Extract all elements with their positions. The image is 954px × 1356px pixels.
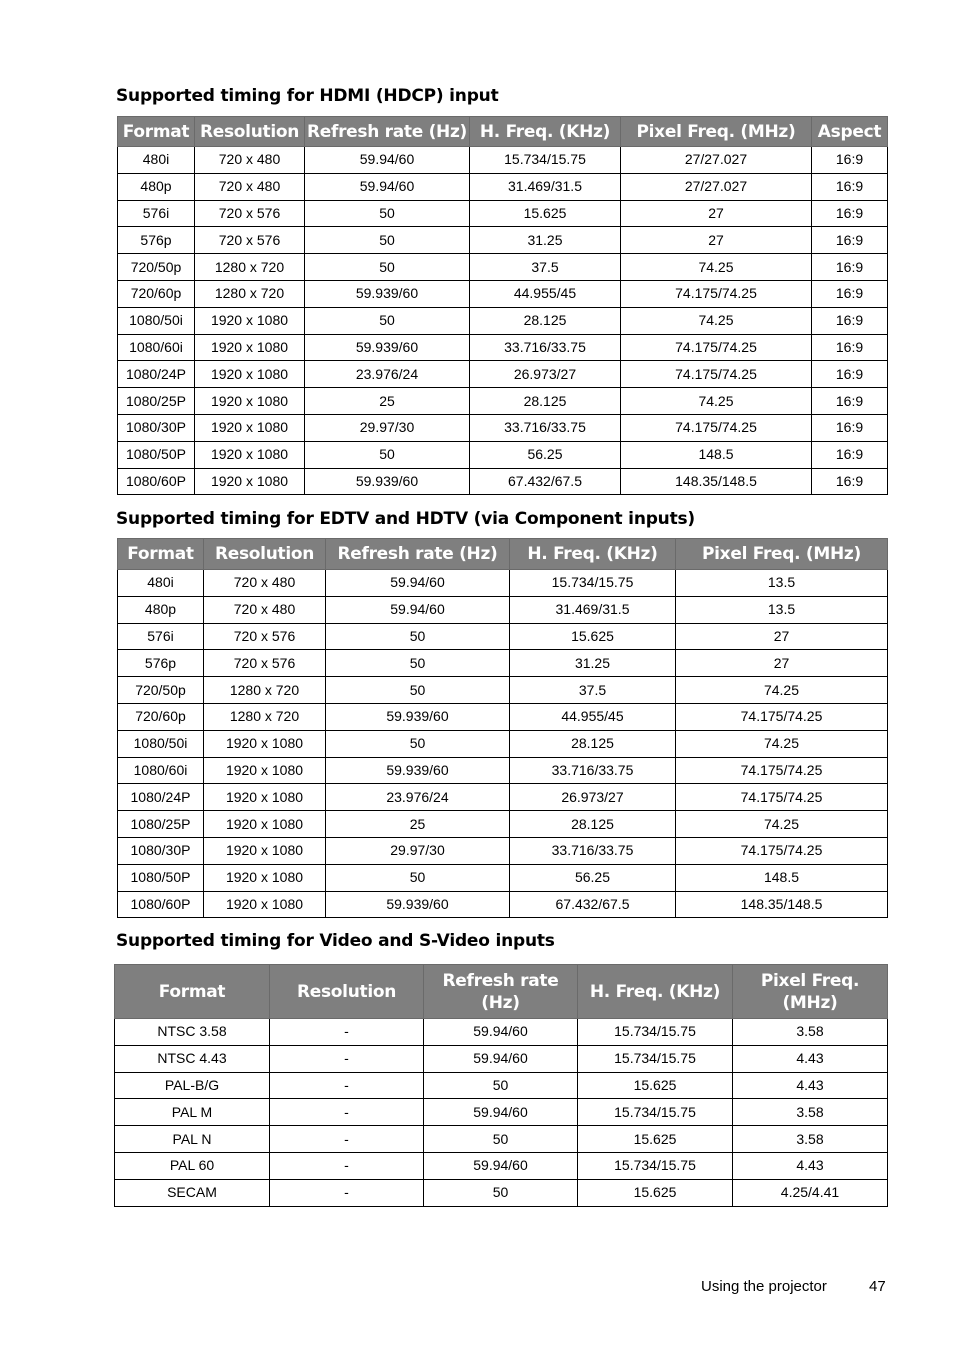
table-cell: 59.94/60 — [305, 173, 470, 200]
table-cell: 720 x 576 — [195, 227, 305, 254]
table-cell: 480p — [118, 596, 204, 623]
table-cell: 56.25 — [510, 864, 676, 891]
table-cell: 15.625 — [510, 623, 676, 650]
table-cell: 31.469/31.5 — [510, 596, 676, 623]
table-cell: 4.43 — [733, 1072, 888, 1099]
table-cell: 1920 x 1080 — [204, 757, 326, 784]
table-cell: 67.432/67.5 — [510, 891, 676, 918]
table-cell: 15.734/15.75 — [578, 1099, 733, 1126]
table-cell: 74.25 — [621, 307, 812, 334]
column-header: Resolution — [270, 965, 424, 1019]
table-cell: 15.625 — [578, 1179, 733, 1206]
table-cell: 1920 x 1080 — [195, 361, 305, 388]
table-cell: 576i — [118, 200, 195, 227]
column-header: Pixel Freq. (MHz) — [676, 539, 888, 570]
table-row — [118, 388, 888, 415]
column-header: H. Freq. (KHz) — [470, 117, 621, 147]
table-cell: 480i — [118, 147, 195, 174]
column-header: Resolution — [195, 117, 305, 147]
table-cell: 1280 x 720 — [204, 677, 326, 704]
table-cell: 50 — [326, 730, 510, 757]
table-cell: 29.97/30 — [305, 414, 470, 441]
table-cell: 59.94/60 — [305, 147, 470, 174]
table-cell: 16:9 — [812, 334, 888, 361]
table-cell: - — [270, 1019, 424, 1046]
table-cell: 4.43 — [733, 1045, 888, 1072]
table-cell: 1080/60i — [118, 334, 195, 361]
table-cell: 23.976/24 — [305, 361, 470, 388]
table-cell: 50 — [305, 307, 470, 334]
table-cell: PAL M — [115, 1099, 270, 1126]
table-cell: 74.25 — [621, 254, 812, 281]
table-cell: 37.5 — [510, 677, 676, 704]
footer-page-number: 47 — [869, 1278, 886, 1295]
table-cell: 31.25 — [470, 227, 621, 254]
table-cell: 33.716/33.75 — [510, 837, 676, 864]
table-cell: 148.35/148.5 — [676, 891, 888, 918]
table-row — [118, 570, 888, 597]
table-cell: 27 — [621, 227, 812, 254]
table-cell: 16:9 — [812, 307, 888, 334]
table-cell: 720/50p — [118, 254, 195, 281]
hdmi-heading: Supported timing for HDMI (HDCP) input — [116, 86, 499, 106]
table-row — [118, 677, 888, 704]
table-cell: 720 x 480 — [204, 570, 326, 597]
table-cell: 27 — [676, 650, 888, 677]
table-cell: 50 — [326, 864, 510, 891]
table-cell: 33.716/33.75 — [510, 757, 676, 784]
table-row — [118, 837, 888, 864]
table-cell: 720 x 576 — [204, 650, 326, 677]
table-cell: 26.973/27 — [470, 361, 621, 388]
table-cell: 74.175/74.25 — [676, 757, 888, 784]
table-cell: 29.97/30 — [326, 837, 510, 864]
table-cell: 59.939/60 — [326, 757, 510, 784]
hdmi-timing-table — [117, 116, 888, 495]
table-row — [118, 864, 888, 891]
table-cell: 720 x 480 — [195, 147, 305, 174]
table-cell: 28.125 — [470, 307, 621, 334]
table-row — [115, 1179, 888, 1206]
table-cell: 3.58 — [733, 1019, 888, 1046]
table-cell: 16:9 — [812, 280, 888, 307]
table-cell: 1080/50i — [118, 307, 195, 334]
table-cell: 1280 x 720 — [195, 254, 305, 281]
table-cell: 1920 x 1080 — [195, 414, 305, 441]
table-row — [118, 200, 888, 227]
table-cell: SECAM — [115, 1179, 270, 1206]
table-cell: 15.625 — [578, 1072, 733, 1099]
table-cell: 59.94/60 — [326, 570, 510, 597]
table-cell: 50 — [305, 200, 470, 227]
table-cell: 74.175/74.25 — [621, 334, 812, 361]
table-cell: 59.939/60 — [326, 891, 510, 918]
table-cell: 1280 x 720 — [195, 280, 305, 307]
table-cell: 480p — [118, 173, 195, 200]
table-cell: 720 x 576 — [195, 200, 305, 227]
table-row — [118, 757, 888, 784]
table-cell: 50 — [326, 650, 510, 677]
table-cell: 4.25/4.41 — [733, 1179, 888, 1206]
table-cell: 50 — [424, 1126, 578, 1153]
table-cell: 74.175/74.25 — [676, 837, 888, 864]
table-row — [115, 1072, 888, 1099]
table-cell: 31.469/31.5 — [470, 173, 621, 200]
table-cell: 1920 x 1080 — [195, 388, 305, 415]
table-cell: 15.734/15.75 — [510, 570, 676, 597]
table-cell: 16:9 — [812, 254, 888, 281]
table-cell: 59.939/60 — [305, 334, 470, 361]
table-cell: 15.625 — [578, 1126, 733, 1153]
table-cell: 15.734/15.75 — [578, 1045, 733, 1072]
table-cell: 50 — [305, 441, 470, 468]
table-cell: 28.125 — [510, 811, 676, 838]
table-cell: 13.5 — [676, 570, 888, 597]
table-row — [118, 784, 888, 811]
table-cell: - — [270, 1179, 424, 1206]
table-cell: 1080/25P — [118, 388, 195, 415]
table-cell: 56.25 — [470, 441, 621, 468]
table-cell: 59.939/60 — [326, 703, 510, 730]
table-cell: 1080/60P — [118, 891, 204, 918]
table-row — [118, 441, 888, 468]
table-cell: - — [270, 1152, 424, 1179]
table-cell: 67.432/67.5 — [470, 468, 621, 495]
table-cell: 59.94/60 — [424, 1045, 578, 1072]
table-cell: 25 — [305, 388, 470, 415]
table-cell: 59.94/60 — [326, 596, 510, 623]
table-cell: 74.25 — [676, 677, 888, 704]
table-row — [118, 891, 888, 918]
table-cell: 1080/50P — [118, 441, 195, 468]
table-cell: NTSC 3.58 — [115, 1019, 270, 1046]
table-row — [118, 173, 888, 200]
table-cell: 1920 x 1080 — [204, 864, 326, 891]
table-cell: 74.175/74.25 — [676, 703, 888, 730]
column-header: H. Freq. (KHz) — [578, 965, 733, 1019]
video-heading: Supported timing for Video and S-Video inputs — [116, 931, 555, 951]
table-cell: 1080/30P — [118, 414, 195, 441]
table-row — [118, 623, 888, 650]
table-cell: 59.94/60 — [424, 1019, 578, 1046]
table-cell: 1080/25P — [118, 811, 204, 838]
table-cell: 16:9 — [812, 414, 888, 441]
table-cell: 28.125 — [510, 730, 676, 757]
table-cell: 576p — [118, 227, 195, 254]
table-cell: 33.716/33.75 — [470, 414, 621, 441]
table-cell: 50 — [424, 1179, 578, 1206]
table-row — [115, 1019, 888, 1046]
table-cell: 74.175/74.25 — [621, 361, 812, 388]
table-cell: 27/27.027 — [621, 147, 812, 174]
table-cell: 16:9 — [812, 441, 888, 468]
table-cell: PAL N — [115, 1126, 270, 1153]
table-row — [118, 703, 888, 730]
table-cell: 59.939/60 — [305, 280, 470, 307]
column-header: Format — [118, 117, 195, 147]
table-cell: 576p — [118, 650, 204, 677]
table-cell: 4.43 — [733, 1152, 888, 1179]
column-header: Pixel Freq. (MHz) — [621, 117, 812, 147]
column-header: Pixel Freq. (MHz) — [733, 965, 888, 1019]
table-cell: 720/60p — [118, 280, 195, 307]
table-row — [118, 414, 888, 441]
video-timing-table — [114, 964, 888, 1207]
table-row — [118, 811, 888, 838]
table-cell: 26.973/27 — [510, 784, 676, 811]
table-cell: - — [270, 1126, 424, 1153]
table-cell: 59.939/60 — [305, 468, 470, 495]
table-cell: 148.5 — [621, 441, 812, 468]
component-heading: Supported timing for EDTV and HDTV (via Component inputs) — [116, 509, 696, 529]
table-cell: 148.35/148.5 — [621, 468, 812, 495]
table-cell: 15.734/15.75 — [578, 1152, 733, 1179]
table-cell: 27 — [676, 623, 888, 650]
table-cell: 1920 x 1080 — [204, 837, 326, 864]
table-cell: 15.734/15.75 — [470, 147, 621, 174]
table-cell: 50 — [305, 254, 470, 281]
table-cell: 74.175/74.25 — [621, 414, 812, 441]
column-header: Aspect — [812, 117, 888, 147]
table-cell: 720/60p — [118, 703, 204, 730]
table-cell: 59.94/60 — [424, 1099, 578, 1126]
table-cell: 1920 x 1080 — [204, 730, 326, 757]
table-cell: 44.955/45 — [470, 280, 621, 307]
table-cell: 1080/30P — [118, 837, 204, 864]
table-row — [118, 730, 888, 757]
table-cell: 3.58 — [733, 1099, 888, 1126]
table-cell: 28.125 — [470, 388, 621, 415]
table-cell: 1080/60P — [118, 468, 195, 495]
table-cell: PAL-B/G — [115, 1072, 270, 1099]
table-cell: 16:9 — [812, 361, 888, 388]
table-cell: 1080/24P — [118, 784, 204, 811]
table-row — [118, 596, 888, 623]
column-header: Refresh rate (Hz) — [305, 117, 470, 147]
table-cell: 720 x 480 — [204, 596, 326, 623]
table-cell: PAL 60 — [115, 1152, 270, 1179]
table-cell: 1080/50i — [118, 730, 204, 757]
table-cell: 37.5 — [470, 254, 621, 281]
table-cell: 148.5 — [676, 864, 888, 891]
table-cell: 31.25 — [510, 650, 676, 677]
table-cell: 16:9 — [812, 200, 888, 227]
table-cell: 16:9 — [812, 468, 888, 495]
table-cell: 25 — [326, 811, 510, 838]
table-cell: 16:9 — [812, 173, 888, 200]
column-header: Refresh rate (Hz) — [424, 965, 578, 1019]
table-row — [115, 1152, 888, 1179]
table-row — [118, 227, 888, 254]
table-cell: 74.25 — [676, 811, 888, 838]
table-row — [118, 468, 888, 495]
table-cell: 16:9 — [812, 227, 888, 254]
table-cell: 1080/50P — [118, 864, 204, 891]
column-header: Format — [115, 965, 270, 1019]
table-cell: 1920 x 1080 — [195, 334, 305, 361]
table-cell: 480i — [118, 570, 204, 597]
table-row — [118, 650, 888, 677]
table-cell: 74.175/74.25 — [621, 280, 812, 307]
table-cell: 74.25 — [621, 388, 812, 415]
table-cell: 16:9 — [812, 147, 888, 174]
table-cell: 27/27.027 — [621, 173, 812, 200]
table-cell: 3.58 — [733, 1126, 888, 1153]
table-cell: 15.625 — [470, 200, 621, 227]
table-cell: 1920 x 1080 — [195, 441, 305, 468]
table-cell: 1280 x 720 — [204, 703, 326, 730]
table-cell: 50 — [305, 227, 470, 254]
table-cell: 74.175/74.25 — [676, 784, 888, 811]
table-cell: 1920 x 1080 — [204, 891, 326, 918]
table-cell: 1920 x 1080 — [204, 784, 326, 811]
column-header: Resolution — [204, 539, 326, 570]
column-header: Refresh rate (Hz) — [326, 539, 510, 570]
table-cell: 15.734/15.75 — [578, 1019, 733, 1046]
footer-section-title: Using the projector — [701, 1278, 827, 1295]
table-row — [115, 1126, 888, 1153]
component-timing-table — [117, 538, 888, 918]
table-cell: 59.94/60 — [424, 1152, 578, 1179]
table-cell: 1920 x 1080 — [204, 811, 326, 838]
table-cell: 50 — [424, 1072, 578, 1099]
table-cell: - — [270, 1072, 424, 1099]
table-row — [118, 254, 888, 281]
table-cell: 1080/60i — [118, 757, 204, 784]
table-row — [118, 334, 888, 361]
table-cell: - — [270, 1045, 424, 1072]
table-cell: 50 — [326, 677, 510, 704]
table-cell: 23.976/24 — [326, 784, 510, 811]
table-cell: 1920 x 1080 — [195, 307, 305, 334]
table-cell: 13.5 — [676, 596, 888, 623]
table-cell: 576i — [118, 623, 204, 650]
table-cell: 44.955/45 — [510, 703, 676, 730]
column-header: H. Freq. (KHz) — [510, 539, 676, 570]
table-cell: NTSC 4.43 — [115, 1045, 270, 1072]
table-cell: 27 — [621, 200, 812, 227]
table-cell: - — [270, 1099, 424, 1126]
table-row — [118, 280, 888, 307]
table-cell: 720 x 576 — [204, 623, 326, 650]
table-cell: 74.25 — [676, 730, 888, 757]
table-cell: 50 — [326, 623, 510, 650]
column-header: Format — [118, 539, 204, 570]
table-cell: 720 x 480 — [195, 173, 305, 200]
table-cell: 1080/24P — [118, 361, 195, 388]
table-cell: 33.716/33.75 — [470, 334, 621, 361]
table-row — [118, 307, 888, 334]
table-cell: 16:9 — [812, 388, 888, 415]
table-row — [115, 1045, 888, 1072]
table-row — [118, 361, 888, 388]
table-cell: 1920 x 1080 — [195, 468, 305, 495]
table-row — [118, 147, 888, 174]
table-cell: 720/50p — [118, 677, 204, 704]
table-row — [115, 1099, 888, 1126]
